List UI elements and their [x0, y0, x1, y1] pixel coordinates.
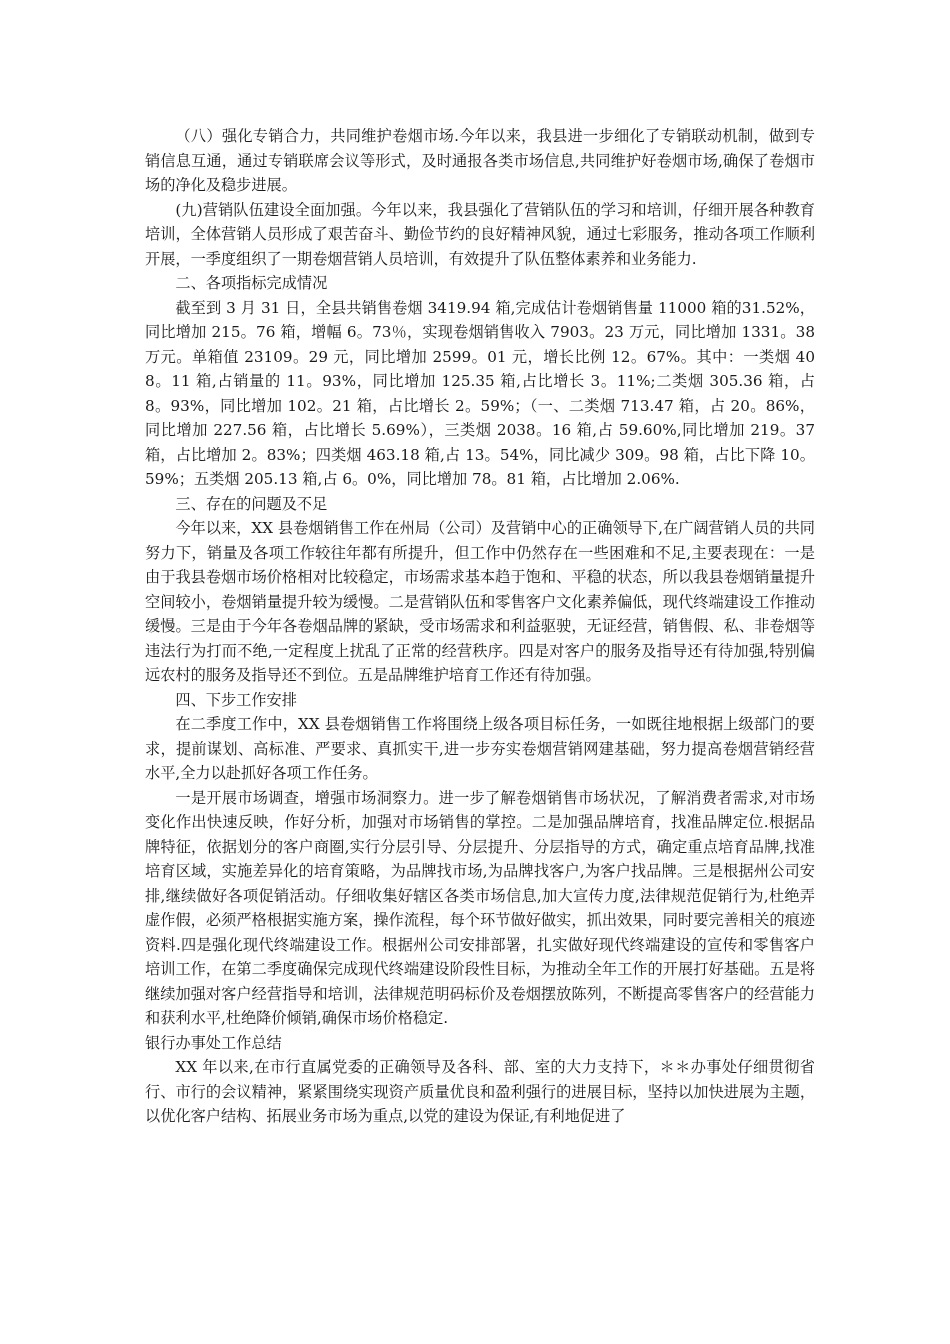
document-title-bank-summary: 银行办事处工作总结 [145, 1033, 282, 1052]
paragraph-indicators: 截至到 3 月 31 日，全县共销售卷烟 3419.94 箱,完成估计卷烟销售量 11000 箱的31.52%，同比增加 215。76 箱，增幅 6。73％，实现卷烟销售收入 7903。23 万元，同比增加 1331。38 万元。单箱值 23109。29 元，同比增加 2599。01 元，增长比例 12。67%。其中：一类烟 408。11 箱,占销量的 11。93%，同比增加 125.35 箱,占比增长 3。11%;二类烟 305.36 箱，占 8。93%，同比增加 102。21 箱，占比增长 2。59%；（一、二类烟 713.47 箱，占 20。86%，同比增加 227.56 箱，占比增长 5.69%），三类烟 2038。16 箱,占 59.60%,同比增加 219。37 箱，占比增加 2。83%；四类烟 463.18 箱,占 13。54%，同比减少 309。98 箱，占比下降 10。59%；五类烟 205.13 箱,占 6。0%，同比增加 78。81 箱，占比增加 2.06%. [145, 298, 815, 488]
paragraph-sales-team: (九)营销队伍建设全面加强。今年以来，我县强化了营销队伍的学习和培训，仔细开展各种教育培训，全体营销人员形成了艰苦奋斗、勤俭节约的良好精神风貌，通过七彩服务，推动各项工作顺利开展，一季度组织了一期卷烟营销人员培训，有效提升了队伍整体素养和业务能力. [145, 200, 815, 268]
section-heading-indicators: 二、各项指标完成情况 [175, 274, 328, 292]
paragraph-bank-summary: XX 年以来,在市行直属党委的正确领导及各科、部、室的大力支持下，＊＊办事处仔细贯彻省行、市行的会议精神，紧紧围绕实现资产质量优良和盈利强行的进展目标，坚持以加快进展为主题，以优化客户结构、拓展业务市场为重点,以党的建设为保证,有利地促进了 [145, 1058, 815, 1125]
section-heading-problems: 三、存在的问题及不足 [175, 494, 328, 513]
paragraph-strengthen-cooperation: （八）强化专销合力，共同维护卷烟市场.今年以来，我县进一步细化了专销联动机制，做到专销信息互通，通过专销联席会议等形式，及时通报各类市场信息,共同维护好卷烟市场,确保了卷烟市场的净化及稳步进展。 [145, 127, 815, 194]
paragraph-next-steps-intro: 在二季度工作中，XX 县卷烟销售工作将围绕上级各项目标任务，一如既往地根据上级部门的要求，提前谋划、高标准、严要求、真抓实干,进一步夯实卷烟营销网建基础，努力提高卷烟营销经营水平,全力以赴抓好各项工作任务。 [145, 715, 815, 782]
section-heading-next-steps: 四、下步工作安排 [175, 690, 297, 709]
paragraph-problems: 今年以来，XX 县卷烟销售工作在州局（公司）及营销中心的正确领导下,在广阔营销人员的共同努力下，销量及各项工作较往年都有所提升，但工作中仍然存在一些困难和不足,主要表现在：一是由于我县卷烟市场价格相对比较稳定，市场需求基本趋于饱和、平稳的状态，所以我县卷烟销量提升空间较小，卷烟销量提升较为缓慢。二是营销队伍和零售客户文化素养偏低，现代终端建设工作推动缓慢。三是由于今年各卷烟品牌的紧缺，受市场需求和利益驱驶，无证经营，销售假、私、非卷烟等违法行为打而不绝,一定程度上扰乱了正常的经营秩序。四是对客户的服务及指导还有待加强,特别偏远农村的服务及指导还不到位。五是品牌维护培育工作还有待加强。 [145, 519, 815, 684]
paragraph-next-steps-detail: 一是开展市场调查，增强市场洞察力。进一步了解卷烟销售市场状况，了解消费者需求,对市场变化作出快速反映，作好分析，加强对市场销售的掌控。二是加强品牌培育，找准品牌定位.根据品牌特征，依据划分的客户商圈,实行分层引导、分层提升、分层指导的方式，确定重点培育品牌,找准培育区域，实施差异化的培育策略，为品牌找市场,为品牌找客户,为客户找品牌。三是根据州公司安排,继续做好各项促销活动。仔细收集好辖区各类市场信息,加大宣传力度,法律规范促销行为,杜绝弄虚作假，必须严格根据实施方案，操作流程，每个环节做好做实，抓出效果，同时要完善相关的痕迹资料.四是强化现代终端建设工作。根据州公司安排部署，扎实做好现代终端建设的宣传和零售客户培训工作，在第二季度确保完成现代终端建设阶段性目标，为推动全年工作的开展打好基础。五是将继续加强对客户经营指导和培训，法律规范明码标价及卷烟摆放陈列，不断提高零售客户的经营能力和获利水平,杜绝降价倾销,确保市场价格稳定. [145, 788, 815, 1027]
document-body [145, 124, 815, 1129]
